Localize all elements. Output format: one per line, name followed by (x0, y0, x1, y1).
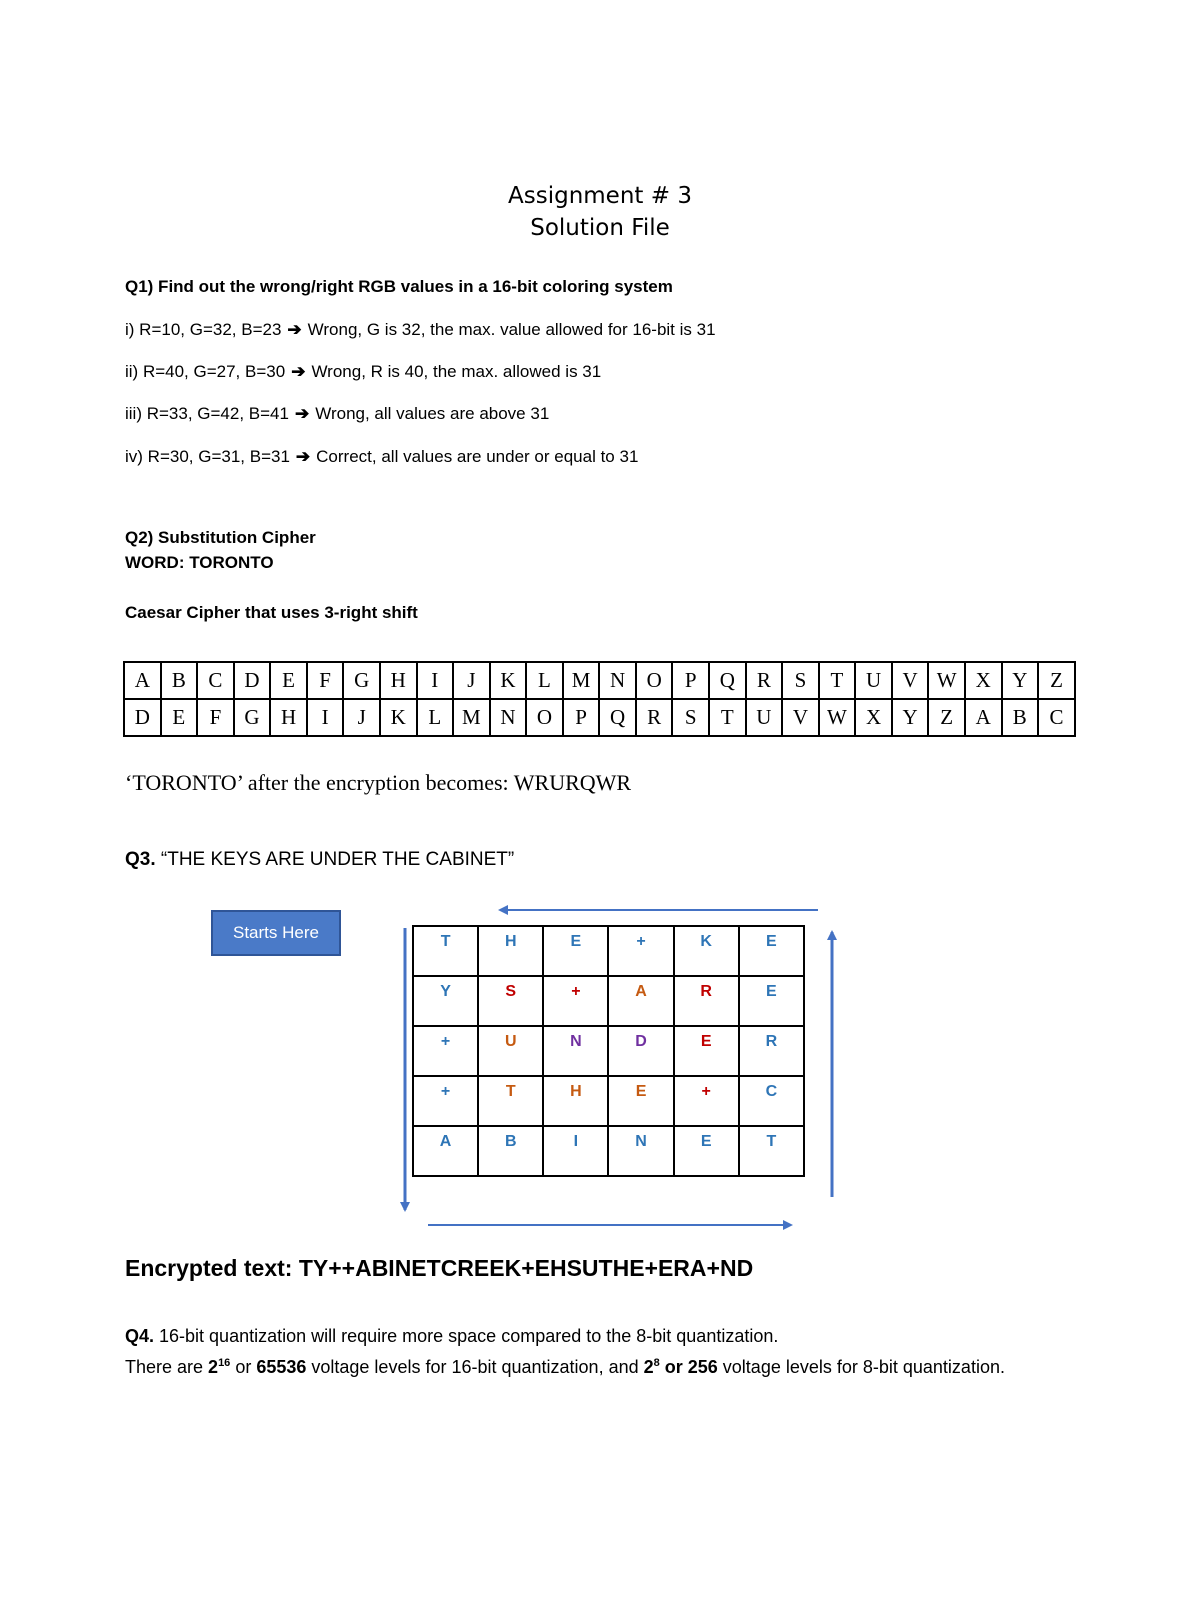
grid-cell: E (739, 976, 804, 1026)
cipher-cell: A (124, 662, 161, 699)
grid-cell: T (478, 1076, 543, 1126)
grid-cell: S (478, 976, 543, 1026)
cipher-cell: Y (1002, 662, 1039, 699)
q4-power-exponent: 16 (218, 1357, 231, 1369)
encrypted-text (125, 1255, 753, 1282)
q4-text: 16-bit quantization will require more space compared to the 8-bit quantization. (154, 1326, 779, 1346)
q4-text: voltage levels for 8-bit quantization. (717, 1357, 1005, 1377)
cipher-cell: H (380, 662, 417, 699)
grid-cell: A (608, 976, 673, 1026)
q3-phrase: “THE KEYS ARE UNDER THE CABINET” (155, 849, 515, 870)
q4-power-base: 2 (643, 1357, 654, 1377)
grid-cell: H (543, 1076, 608, 1126)
cipher-cell: G (343, 662, 380, 699)
cipher-cell: D (124, 699, 161, 736)
cipher-cell: M (453, 699, 490, 736)
cipher-cell: R (746, 662, 783, 699)
encrypted-value: TY++ABINETCREEK+EHSUTHE+ERA+ND (298, 1255, 754, 1281)
q2-heading: Q2) Substitution Cipher (125, 528, 316, 547)
grid-cell: N (608, 1126, 673, 1176)
q4-line-2 (125, 1350, 1185, 1381)
q4-text: or (230, 1357, 257, 1377)
q1-item-input: iii) R=33, G=42, B=41 (125, 404, 289, 423)
q4-line-1 (125, 1323, 1185, 1350)
grid-cell: D (608, 1026, 673, 1076)
grid-cell: E (674, 1026, 739, 1076)
cipher-cell: U (855, 662, 892, 699)
cipher-cell: T (709, 699, 746, 736)
cipher-cell: F (307, 662, 344, 699)
q4-label: Q4. (125, 1326, 155, 1346)
cipher-cell: Q (709, 662, 746, 699)
grid-cell: I (543, 1126, 608, 1176)
cipher-cell: C (197, 662, 234, 699)
grid-cell: K (674, 926, 739, 976)
grid-cell: E (739, 926, 804, 976)
right-arrow-icon: ➔ (294, 404, 310, 423)
cipher-cell: M (563, 662, 600, 699)
cipher-cell: K (380, 699, 417, 736)
grid-cell: R (674, 976, 739, 1026)
q1-item-input: iv) R=30, G=31, B=31 (125, 447, 290, 466)
grid-cell: T (413, 926, 478, 976)
q1-item-input: ii) R=40, G=27, B=30 (125, 362, 286, 381)
cipher-cell: I (307, 699, 344, 736)
grid-cell: + (543, 976, 608, 1026)
encrypted-label: Encrypted text: (125, 1255, 299, 1281)
grid-cell: + (674, 1076, 739, 1126)
q4-power-base: 2 (208, 1357, 219, 1377)
q4-value: or 256 (659, 1357, 718, 1377)
cipher-cell: Z (928, 699, 965, 736)
grid-cell: A (413, 1126, 478, 1176)
cipher-cell: V (892, 662, 929, 699)
q1-item-result: Wrong, R is 40, the max. allowed is 31 (311, 362, 602, 381)
cipher-cell: O (636, 662, 673, 699)
grid-cell: E (543, 926, 608, 976)
cipher-cell: I (417, 662, 454, 699)
cipher-cell: L (417, 699, 454, 736)
q4-text: There are (125, 1357, 209, 1377)
cipher-cell: B (1002, 699, 1039, 736)
grid-cell: T (739, 1126, 804, 1176)
grid-cell: + (608, 926, 673, 976)
cipher-cell: B (161, 662, 198, 699)
q1-item-input: i) R=10, G=32, B=23 (125, 320, 282, 339)
cipher-cell: T (819, 662, 856, 699)
q1-item-result: Wrong, all values are above 31 (315, 404, 550, 423)
cipher-cell: U (746, 699, 783, 736)
cipher-cell: X (855, 699, 892, 736)
grid-cell: R (739, 1026, 804, 1076)
cipher-cell: R (636, 699, 673, 736)
cipher-cell: D (234, 662, 271, 699)
right-arrow-icon: ➔ (295, 447, 311, 466)
title-line-1: Assignment # 3 (508, 183, 692, 209)
q3-label: Q3. (125, 849, 156, 870)
cipher-cell: F (197, 699, 234, 736)
grid-cell: B (478, 1126, 543, 1176)
grid-cell: Y (413, 976, 478, 1026)
cipher-cell: O (526, 699, 563, 736)
right-arrow-icon: ➔ (287, 320, 302, 339)
q4-value: 65536 (256, 1357, 307, 1377)
q4-text: voltage levels for 16-bit quantization, and (306, 1357, 644, 1377)
cipher-cell: J (343, 699, 380, 736)
cipher-cell: W (928, 662, 965, 699)
cipher-cell: G (234, 699, 271, 736)
cipher-cell: S (672, 699, 709, 736)
cipher-cell: P (563, 699, 600, 736)
cipher-cell: L (526, 662, 563, 699)
grid-cell: U (478, 1026, 543, 1076)
cipher-cell: Y (892, 699, 929, 736)
cipher-cell: X (965, 662, 1002, 699)
cipher-cell: E (270, 662, 307, 699)
q1-heading: Q1) Find out the wrong/right RGB values in a 16-bit coloring system (125, 277, 673, 296)
cipher-cell: W (819, 699, 856, 736)
cipher-cell: N (490, 699, 527, 736)
cipher-cell: J (453, 662, 490, 699)
grid-cell: H (478, 926, 543, 976)
cipher-cell: Z (1038, 662, 1075, 699)
grid-cell: + (413, 1026, 478, 1076)
q4-power-exponent: 8 (653, 1357, 660, 1369)
starts-here-button[interactable]: Starts Here (211, 910, 341, 956)
q2-result: ‘TORONTO’ after the encryption becomes: WRURQWR (125, 770, 632, 795)
cipher-cell: N (599, 662, 636, 699)
q2-word: WORD: TORONTO (125, 553, 274, 572)
grid-cell: E (608, 1076, 673, 1126)
grid-cell: + (413, 1076, 478, 1126)
q1-item-result: Correct, all values are under or equal to 31 (316, 447, 639, 466)
q4-block (125, 1323, 1185, 1381)
cipher-cell: H (270, 699, 307, 736)
title-line-2: Solution File (530, 215, 670, 241)
right-arrow-icon: ➔ (291, 362, 306, 381)
caesar-label: Caesar Cipher that uses 3-right shift (125, 603, 418, 622)
q1-item-result: Wrong, G is 32, the max. value allowed for 16-bit is 31 (307, 320, 716, 339)
cipher-cell: A (965, 699, 1002, 736)
cipher-cell: E (161, 699, 198, 736)
cipher-cell: Q (599, 699, 636, 736)
cipher-cell: S (782, 662, 819, 699)
grid-cell: E (674, 1126, 739, 1176)
grid-cell: N (543, 1026, 608, 1076)
grid-cell: C (739, 1076, 804, 1126)
cipher-cell: C (1038, 699, 1075, 736)
cipher-cell: P (672, 662, 709, 699)
cipher-cell: K (490, 662, 527, 699)
cipher-cell: V (782, 699, 819, 736)
